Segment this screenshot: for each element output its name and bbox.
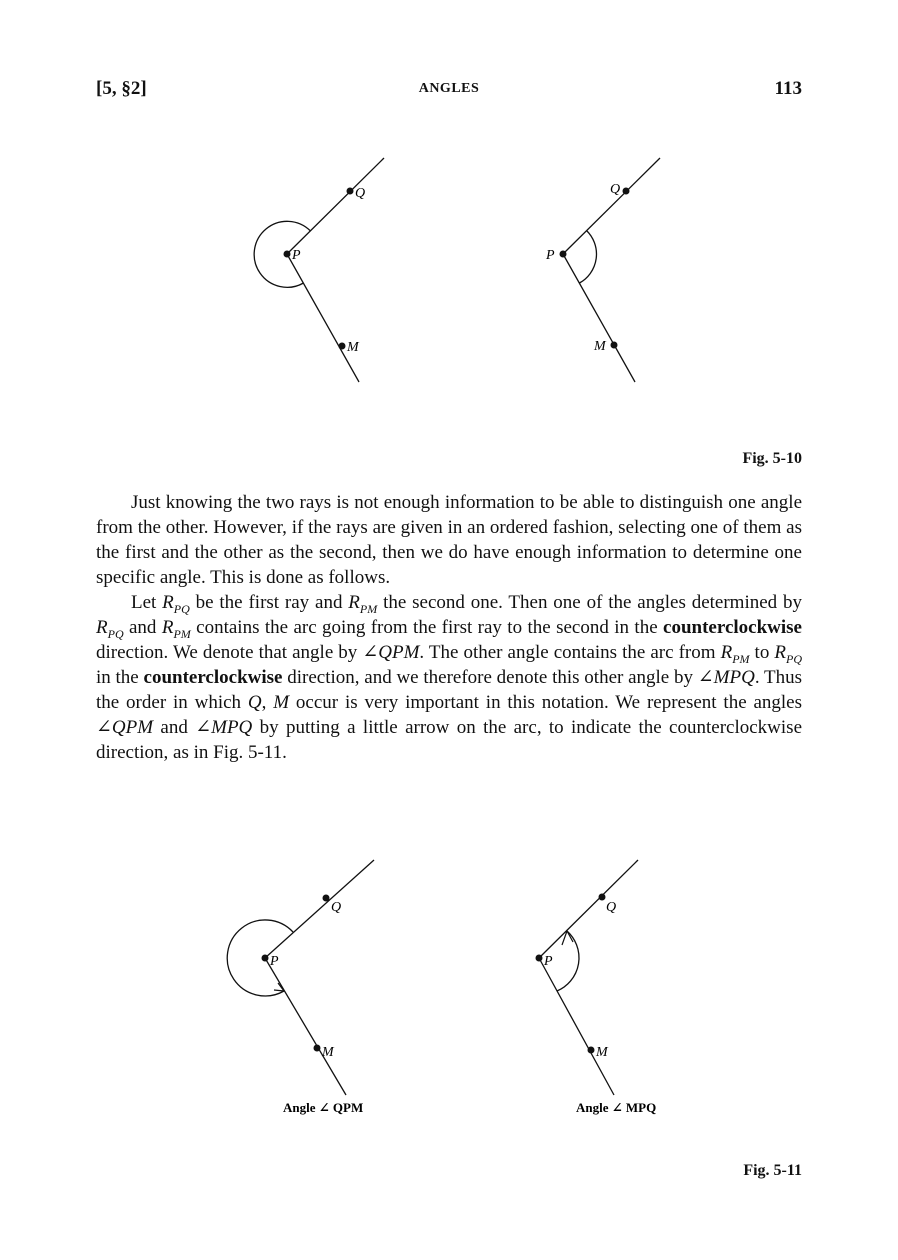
reflex-arc: [254, 221, 310, 287]
label-p: P: [546, 248, 555, 263]
ray-pq: [563, 158, 660, 254]
figure-caption: Fig. 5-11: [743, 1162, 802, 1179]
label-q: Q: [606, 900, 617, 915]
ray-pq: [265, 860, 374, 958]
running-title: ANGLES: [418, 81, 480, 96]
fig2-left-angle: [227, 860, 374, 1095]
label-p: P: [544, 954, 553, 969]
fig2-right-angle: [539, 860, 638, 1095]
page-header: [96, 78, 802, 106]
left-figure-title: Angle ∠ QPM: [283, 1100, 364, 1115]
point-m: [339, 343, 346, 350]
ray-pm: [539, 958, 614, 1095]
ray-pm: [563, 254, 635, 382]
figure-caption: Fig. 5-10: [742, 450, 802, 467]
label-m: M: [347, 340, 359, 355]
figure-5-10: [0, 140, 898, 400]
page-number: 113: [774, 78, 802, 99]
interior-arc: [580, 231, 597, 284]
body-text: [96, 490, 802, 765]
ray-pm: [287, 254, 359, 382]
label-m: M: [322, 1045, 334, 1060]
ray-pq: [287, 158, 384, 254]
point-m: [588, 1047, 595, 1054]
label-q: Q: [331, 900, 342, 915]
label-m: M: [596, 1045, 608, 1060]
point-m: [611, 342, 618, 349]
point-q: [623, 188, 630, 195]
label-q: Q: [610, 182, 621, 197]
label-q: Q: [355, 186, 366, 201]
ray-pm: [265, 958, 346, 1095]
label-p: P: [292, 248, 301, 263]
figure-5-11: [0, 850, 898, 1120]
paragraph: Just knowing the two rays is not enough information to be able to distinguish one angle from the other. However, if the rays are given in an ordered fashion, selecting one of them as the first and the other as the second, then we do have enough information to determine one specific angle. This is done as follows.: [96, 492, 802, 588]
interior-arc: [557, 931, 579, 991]
label-m: M: [594, 339, 606, 354]
point-p: [262, 955, 269, 962]
point-q: [599, 894, 606, 901]
point-q: [347, 188, 354, 195]
paragraph: Let $R_{PQ}$ be the first ray and $R_{PM}$ the second one. Then one of the angles determined by $R_{PQ}$ and $R_{PM}$ contains the arc going from the first ray to the second in the counterclockwise direction. We denote that angle by ∠QPM. The other angle contains the arc from $R_{PM}$ to $R_{PQ}$ in the counterclockwise direction, and we therefore denote this other angle by ∠MPQ. Thus the order in which Q, M occur is very important in this notation. We represent the angles ∠QPM and ∠MPQ by putting a little arrow on the arc, to indicate the counterclockwise direction, as in Fig. 5-11.: [96, 592, 803, 763]
point-p: [536, 955, 543, 962]
ray-pq: [539, 860, 638, 958]
label-p: P: [270, 954, 279, 969]
point-p: [284, 251, 291, 258]
point-q: [323, 895, 330, 902]
point-m: [314, 1045, 321, 1052]
right-figure-title: Angle ∠ MPQ: [576, 1100, 657, 1115]
point-p: [560, 251, 567, 258]
reflex-arc: [227, 920, 293, 996]
section-reference: [5, §2]: [96, 78, 147, 99]
